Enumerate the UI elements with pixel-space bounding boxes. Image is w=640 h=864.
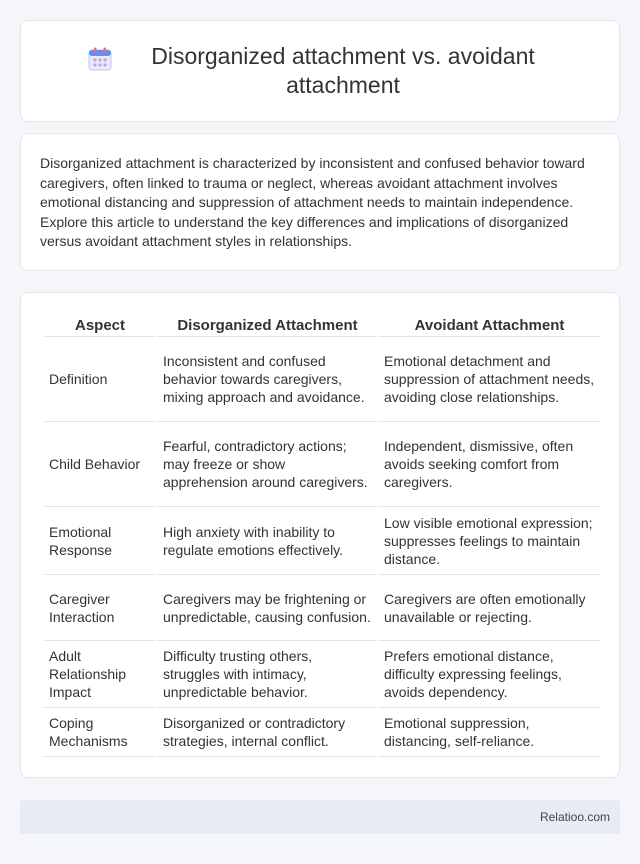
column-header-disorganized: Disorganized Attachment: [158, 314, 377, 337]
intro-paragraph: Disorganized attachment is characterized by inconsistent and confused behavior toward caregivers, often linked to trauma or neglect, whereas avoidant attachment involves emotional distancing and suppression of attachment needs to maintain independence. Explore this article to understand the key differences and implications of disorganized versus avoidant attachment styles in relationships.: [40, 155, 585, 250]
row-aspect: Adult Relationship Impact: [44, 641, 156, 708]
page-title: Disorganized attachment vs. avoidant attachment: [151, 43, 535, 98]
row-disorganized: Difficulty trusting others, struggles with intimacy, unpredictable behavior.: [158, 641, 377, 708]
row-aspect: Emotional Response: [44, 507, 156, 575]
footer-brand[interactable]: Relatioo.com: [539, 810, 610, 824]
row-disorganized: Disorganized or contradictory strategies, internal conflict.: [158, 708, 377, 757]
row-avoidant: Low visible emotional expression; suppresses feelings to maintain distance.: [379, 507, 600, 575]
table-row: [44, 575, 600, 641]
title-card: [20, 20, 620, 122]
row-disorganized: Inconsistent and confused behavior towards caregivers, mixing approach and avoidance.: [158, 337, 377, 422]
row-aspect: Child Behavior: [44, 422, 156, 507]
table-row: [44, 337, 600, 422]
table-row: [44, 708, 600, 757]
row-aspect: Caregiver Interaction: [44, 575, 156, 641]
table-row: [44, 422, 600, 507]
row-disorganized: Caregivers may be frightening or unpredictable, causing confusion.: [158, 575, 377, 641]
row-avoidant: Emotional suppression, distancing, self-reliance.: [379, 708, 600, 757]
intro-card: [20, 133, 620, 271]
footer: [20, 800, 620, 834]
table-header-row: [44, 314, 600, 337]
row-avoidant: Emotional detachment and suppression of attachment needs, avoiding close relationships.: [379, 337, 600, 422]
row-avoidant: Caregivers are often emotionally unavailable or rejecting.: [379, 575, 600, 641]
row-avoidant: Prefers emotional distance, difficulty expressing feelings, avoids dependency.: [379, 641, 600, 708]
calendar-icon: [87, 46, 113, 72]
row-aspect: Definition: [44, 337, 156, 422]
row-aspect: Coping Mechanisms: [44, 708, 156, 757]
row-disorganized: High anxiety with inability to regulate emotions effectively.: [158, 507, 377, 575]
comparison-card: [20, 292, 620, 778]
row-disorganized: Fearful, contradictory actions; may freeze or show apprehension around caregivers.: [158, 422, 377, 507]
row-avoidant: Independent, dismissive, often avoids seeking comfort from caregivers.: [379, 422, 600, 507]
column-header-aspect: Aspect: [44, 314, 156, 337]
column-header-avoidant: Avoidant Attachment: [379, 314, 600, 337]
comparison-table: [42, 314, 602, 757]
table-row: [44, 507, 600, 575]
table-row: [44, 641, 600, 708]
